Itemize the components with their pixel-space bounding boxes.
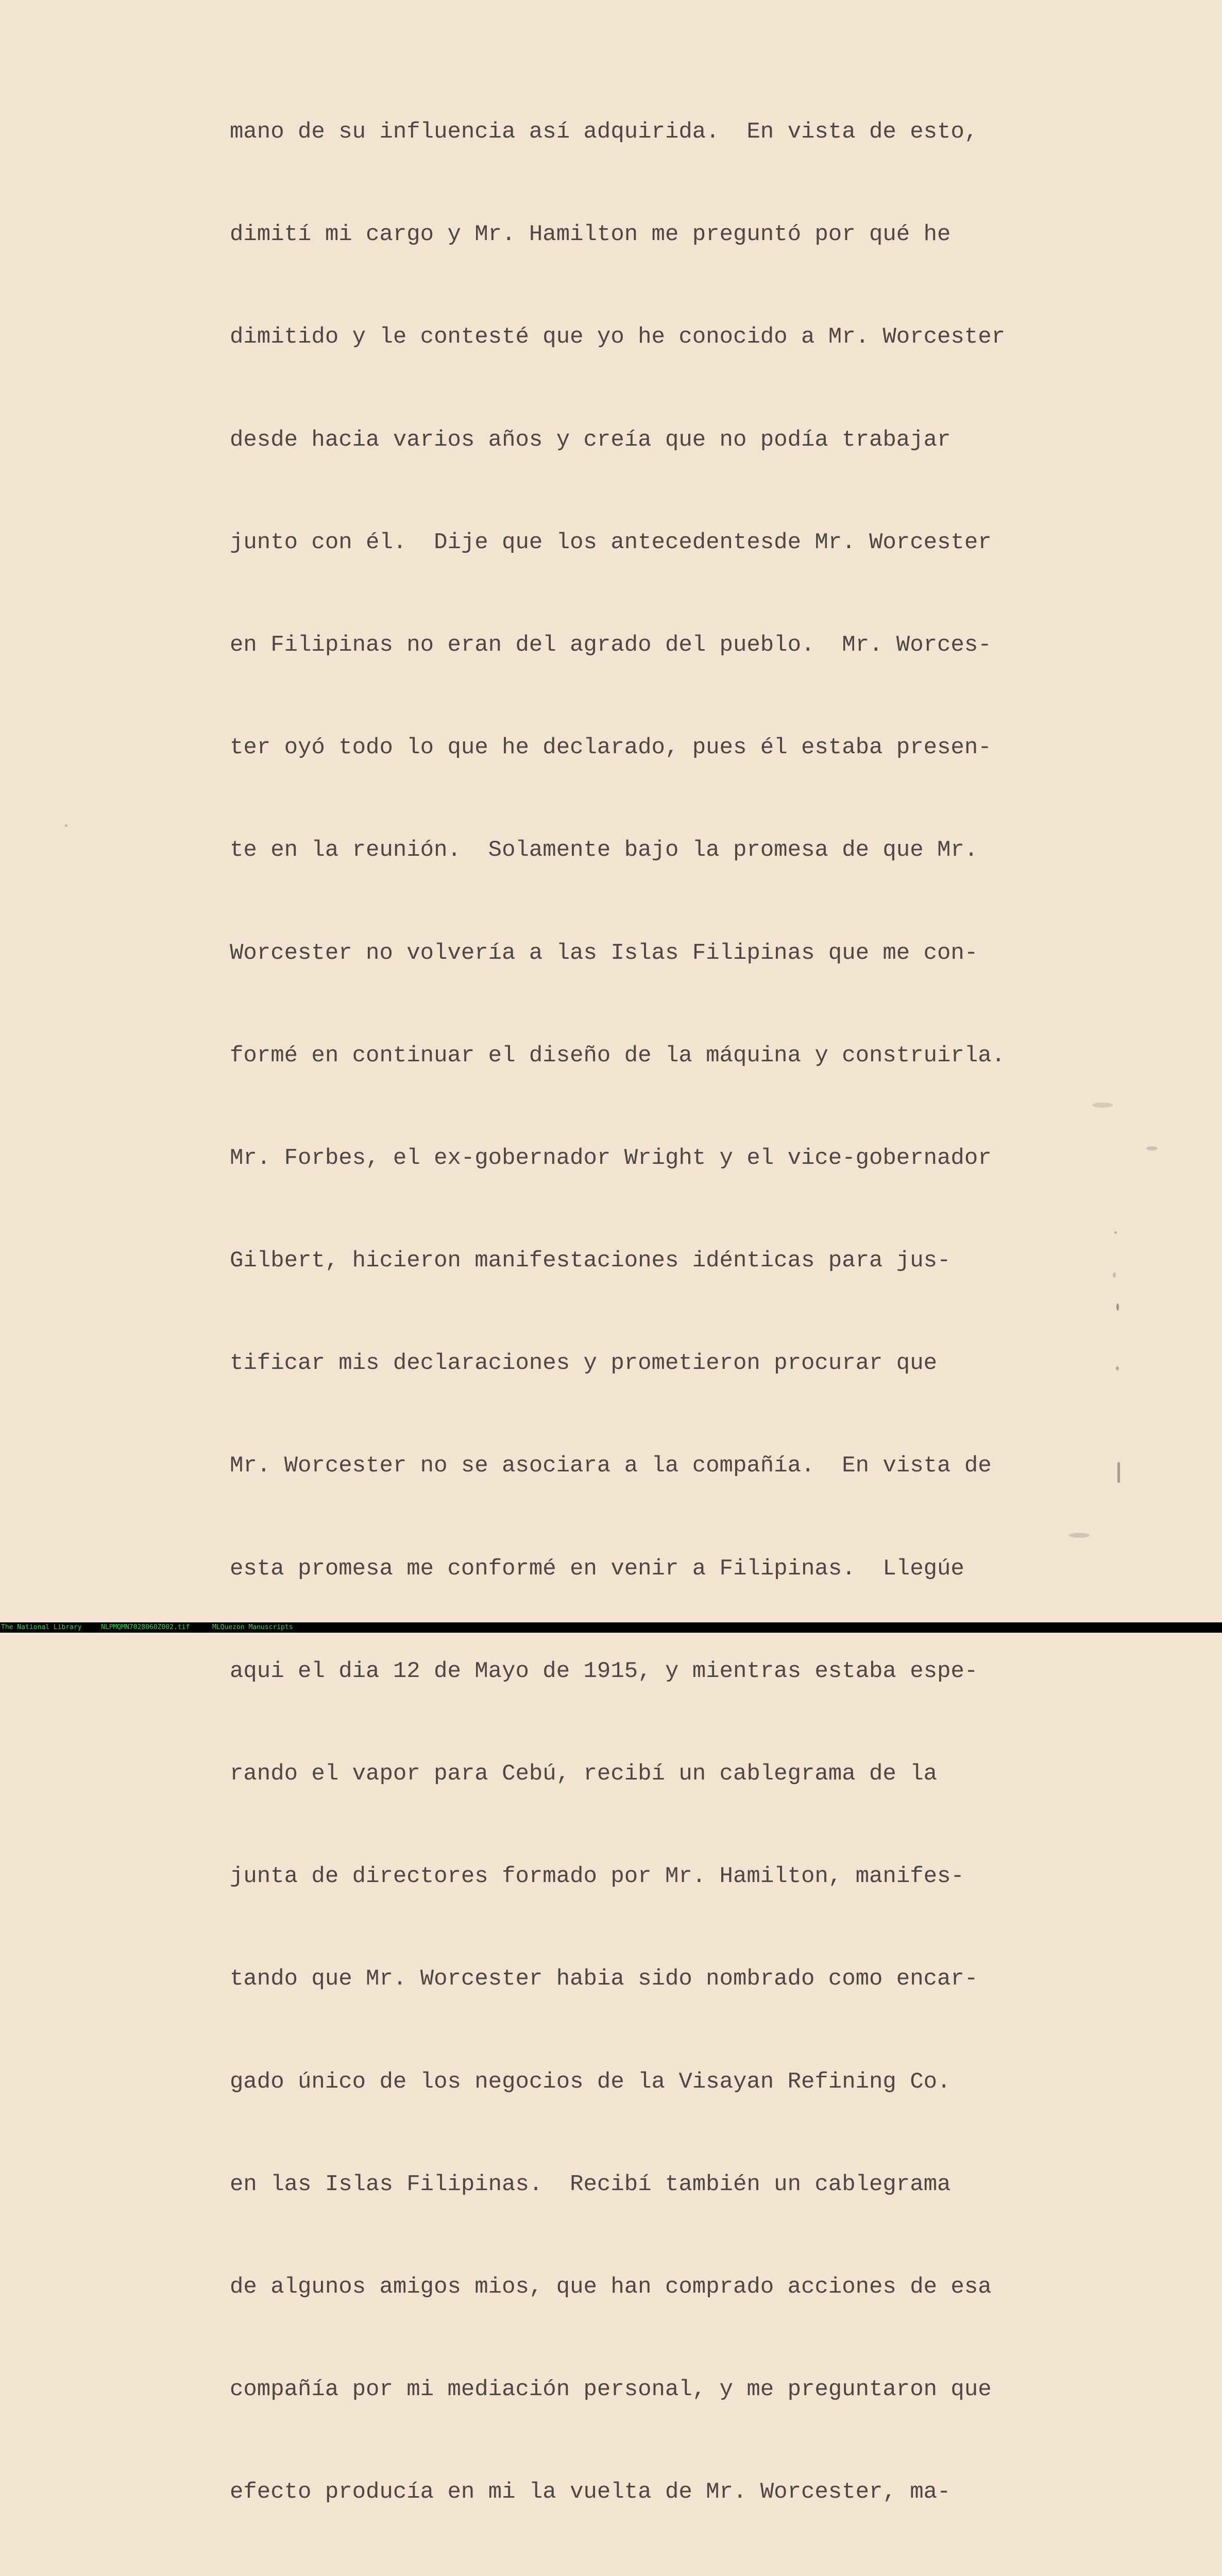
collection-label: MLQuezon Manuscripts [212, 1623, 293, 1631]
text-line: Mr. Forbes, el ex-gobernador Wright y el vice-gobernador [230, 1145, 992, 1171]
typewritten-text-block [230, 62, 1147, 2576]
text-line: Gilbert, hicieron manifestaciones idénticas para jus- [230, 1248, 951, 1274]
scan-speck [65, 824, 67, 827]
text-line: desde hacia varios años y creía que no podía trabajar [230, 427, 951, 453]
library-label: The National Library [1, 1623, 82, 1631]
scan-speck [1116, 1366, 1119, 1370]
text-line: aqui el dia 12 de Mayo de 1915, y mientras estaba espe- [230, 1658, 978, 1684]
text-line: Mr. Worcester no se asociara a la compañía. En vista de [230, 1453, 992, 1479]
text-line: mano de su influencia así adquirida. En vista de esto, [230, 119, 978, 145]
text-line: Worcester no volvería a las Islas Filipinas que me con- [230, 940, 978, 966]
text-line: tificar mis declaraciones y prometieron procurar que [230, 1350, 938, 1377]
text-line: gado único de los negocios de la Visayan Refining Co. [230, 2069, 951, 2095]
text-line: en las Islas Filipinas. Recibí también un cablegrama [230, 2171, 951, 2197]
text-line: formé en continuar el diseño de la máquina y construirla. [230, 1042, 1006, 1069]
text-line: en Filipinas no eran del agrado del pueblo. Mr. Worces- [230, 632, 992, 658]
text-line: tando que Mr. Worcester habia sido nombrado como encar- [230, 1966, 978, 1992]
text-line: efecto producía en mi la vuelta de Mr. Worcester, ma- [230, 2479, 951, 2505]
scan-speck [1116, 1303, 1119, 1311]
text-line: compañía por mi mediación personal, y me preguntaron que [230, 2377, 992, 2403]
text-line: te en la reunión. Solamente bajo la promesa de que Mr. [230, 837, 978, 863]
text-line: dimití mi cargo y Mr. Hamilton me preguntó por qué he [230, 222, 951, 248]
text-line: de algunos amigos mios, que han comprado acciones de esa [230, 2274, 992, 2300]
text-line: esta promesa me conformé en venir a Filipinas. Llegúe [230, 1555, 964, 1582]
scan-speck [1117, 1462, 1120, 1483]
scan-speck [1114, 1231, 1117, 1234]
file-name-label: NLPMQMN7028060Z002.tif [101, 1623, 190, 1631]
text-line: ter oyó todo lo que he declarado, pues él estaba presen- [230, 735, 992, 761]
text-line: dimitido y le contesté que yo he conocido a Mr. Worcester [230, 324, 1006, 350]
text-line: junto con él. Dije que los antecedentesde Mr. Worcester [230, 529, 992, 555]
scan-speck [1092, 1103, 1113, 1108]
scan-speck [1146, 1146, 1158, 1150]
text-line: junta de directores formado por Mr. Hamilton, manifes- [230, 1863, 964, 1890]
scan-speck [1113, 1273, 1116, 1278]
scan-footer-bar [0, 1622, 1222, 1633]
scan-speck [1069, 1533, 1090, 1538]
text-line: rando el vapor para Cebú, recibí un cablegrama de la [230, 1761, 938, 1787]
